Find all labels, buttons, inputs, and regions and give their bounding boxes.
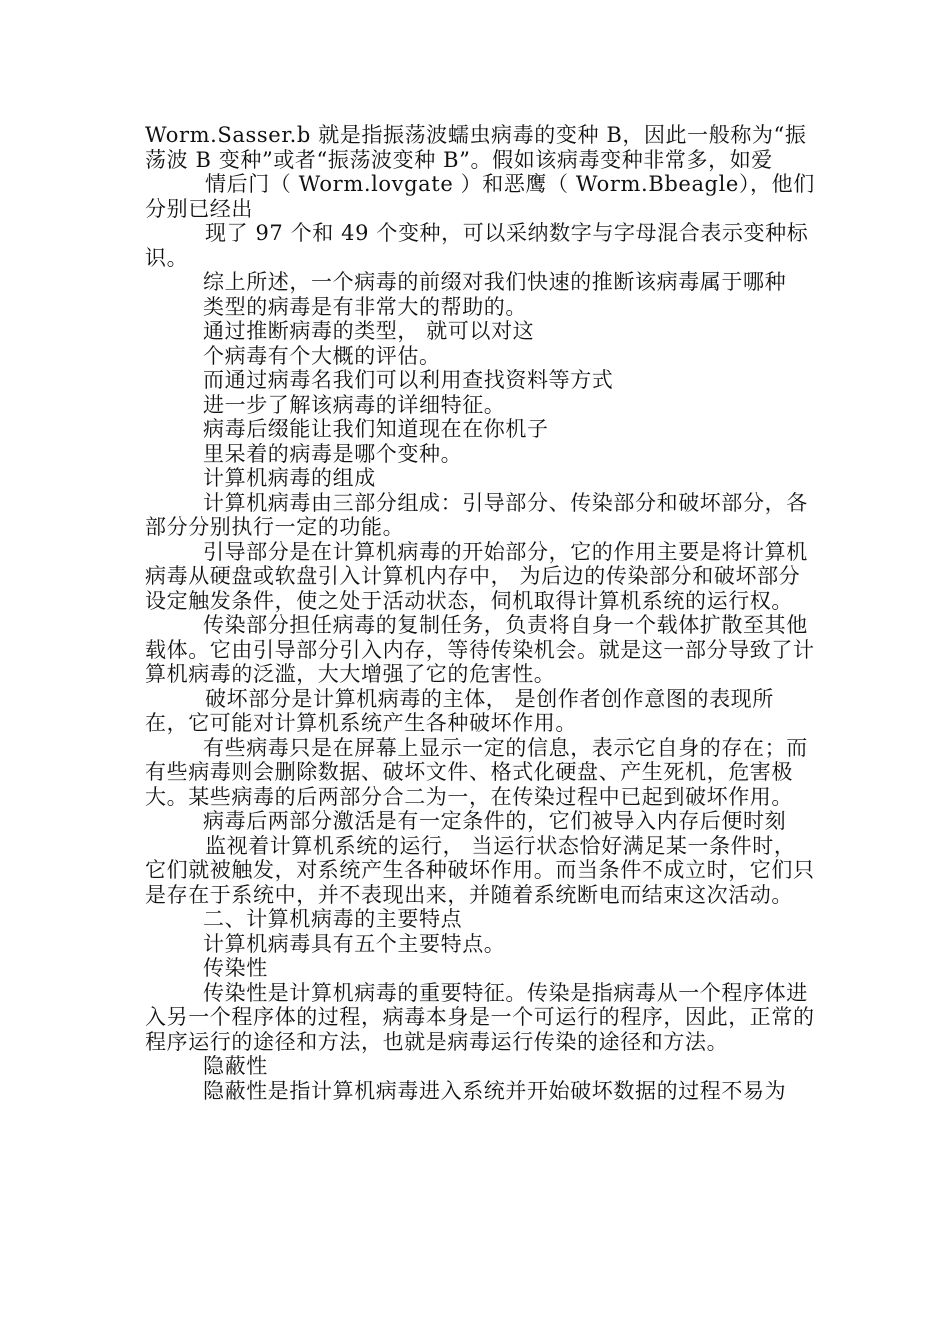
paragraph: 里呆着的病毒是哪个变种。 — [203, 441, 463, 466]
paragraph: 综上所述，一个病毒的前缀对我们快速的推断该病毒属于哪种 — [203, 270, 787, 294]
paragraph: 进一步了解该病毒的详细特征。 — [203, 392, 506, 417]
paragraph: 计算机病毒由三部分组成：引导部分、传染部分和破坏部分，各部分分别执行一定的功能。 — [145, 490, 808, 539]
paragraph: 传染性是计算机病毒的重要特征。传染是指病毒从一个程序体进入另一个程序体的过程，病毒本身是一个可运行的程序，因此，正常的程序运行的途径和方法，也就是病毒运行传染的途径和方法。 — [145, 980, 815, 1054]
paragraph: 情后门（ Worm.lovgate ）和恶鹰（ Worm.Bbeagle），他们分别已经出 — [145, 172, 815, 221]
paragraph: 通过推断病毒的类型， 就可以对这 — [203, 319, 535, 343]
paragraph: 有些病毒只是在屏幕上显示一定的信息，表示它自身的存在；而有些病毒则会删除数据、破坏文件、格式化硬盘、产生死机，危害极大。某些病毒的后两部分合二为一，在传染过程中已起到破坏作用。 — [145, 735, 808, 809]
paragraph: 隐蔽性是指计算机病毒进入系统并开始破坏数据的过程不易为 — [203, 1078, 787, 1103]
paragraph: 类型的病毒是有非常大的帮助的。 — [203, 294, 527, 319]
paragraph: 病毒后缀能让我们知道现在在你机子 — [203, 417, 549, 441]
paragraph: 计算机病毒具有五个主要特点。 — [203, 931, 506, 956]
section-heading: 二、计算机病毒的主要特点 — [203, 907, 463, 931]
section-heading: 计算机病毒的组成 — [203, 466, 376, 490]
paragraph: 个病毒有个大概的评估。 — [203, 343, 441, 368]
subsection-heading: 隐蔽性 — [203, 1054, 268, 1078]
paragraph: 而通过病毒名我们可以利用查找资料等方式 — [203, 368, 614, 392]
paragraph: 病毒后两部分激活是有一定条件的，它们被导入内存后便时刻 — [203, 809, 787, 833]
paragraph: 传染部分担任病毒的复制任务，负责将自身一个载体扩散至其他载体。它由引导部分引入内存，等待传染机会。就是这一部分导致了计算机病毒的泛滥，大大增强了它的危害性。 — [145, 613, 815, 686]
subsection-heading: 传染性 — [203, 956, 268, 980]
paragraph: Worm.Sasser.b 就是指振荡波蠕虫病毒的变种 B，因此一般称为“振荡波 B 变种”或者“振荡波变种 B”。假如该病毒变种非常多，如爱 — [145, 123, 807, 172]
paragraph: 引导部分是在计算机病毒的开始部分，它的作用主要是将计算机病毒从硬盘或软盘引入计算机内存中， 为后边的传染部分和破坏部分设定触发条件，使之处于活动状态，伺机取得计算机系统的运行权。 — [145, 539, 808, 613]
paragraph: 破坏部分是计算机病毒的主体， 是创作者创作意图的表现所在，它可能对计算机系统产生各种破坏作用。 — [145, 686, 774, 735]
paragraph: 现了 97 个和 49 个变种，可以采纳数字与字母混合表示变种标识。 — [145, 221, 809, 270]
paragraph: 监视着计算机系统的运行， 当运行状态恰好满足某一条件时， 它们就被触发，对系统产生各种破坏作用。而当条件不成立时，它们只是存在于系统中，并不表现出来，并随着系统断电而结束这次活动。 — [145, 833, 815, 907]
document-body — [145, 123, 815, 1103]
